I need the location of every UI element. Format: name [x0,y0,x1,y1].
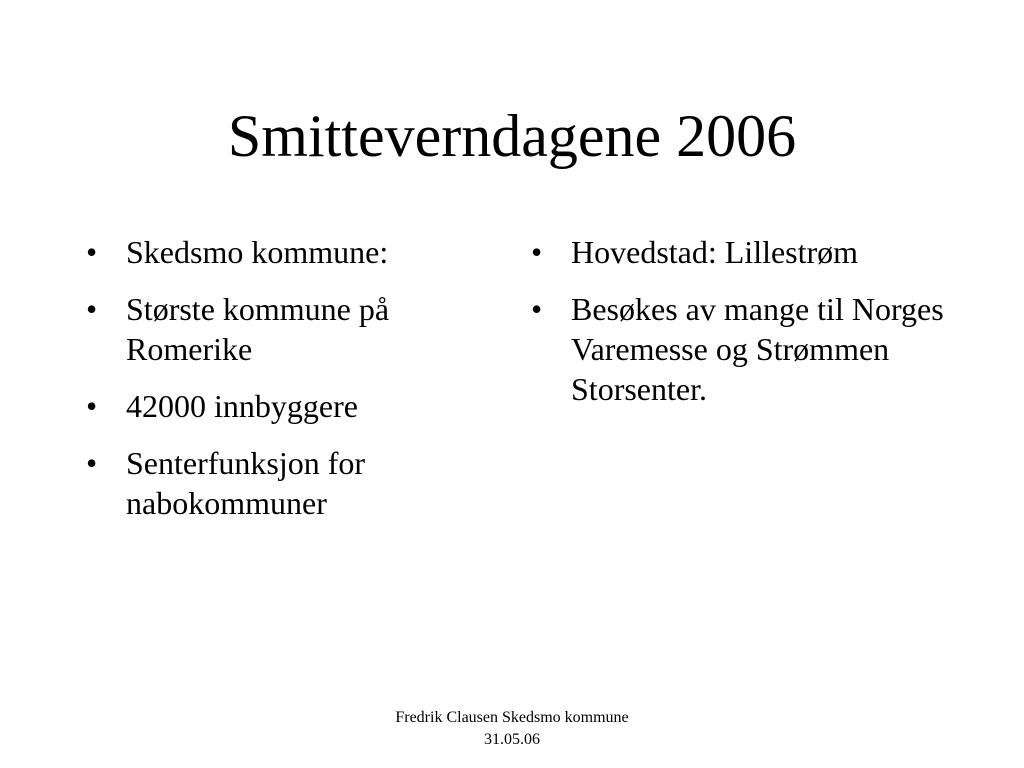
bullet-item [86,443,486,523]
bullet-icon: • [531,291,543,327]
bullet-item [531,289,951,409]
bullet-icon: • [86,445,98,481]
bullet-icon: • [531,234,543,270]
bullet-item [86,386,486,426]
bullet-text: Skedsmo kommune: [126,234,389,270]
left-bullet-list [86,232,486,540]
footer-author: Fredrik Clausen Skedsmo kommune [395,709,629,726]
bullet-icon: • [86,388,98,424]
bullet-item [86,289,486,369]
right-bullet-list [531,232,951,426]
bullet-icon: • [86,234,98,270]
slide-footer [312,707,712,751]
bullet-item [86,232,486,272]
slide-title: Smitteverndagene 2006 [227,103,797,169]
footer-date: 31.05.06 [484,731,540,748]
bullet-text: Største kommune på Romerike [126,291,390,367]
bullet-icon: • [86,291,98,327]
bullet-text: Senterfunksjon for nabokommuner [126,445,366,521]
bullet-text: 42000 innbyggere [126,388,358,424]
bullet-text: Besøkes av mange til Norges Varemesse og Strømmen Storsenter. [571,291,944,407]
bullet-text: Hovedstad: Lillestrøm [571,234,859,270]
bullet-item [531,232,951,272]
